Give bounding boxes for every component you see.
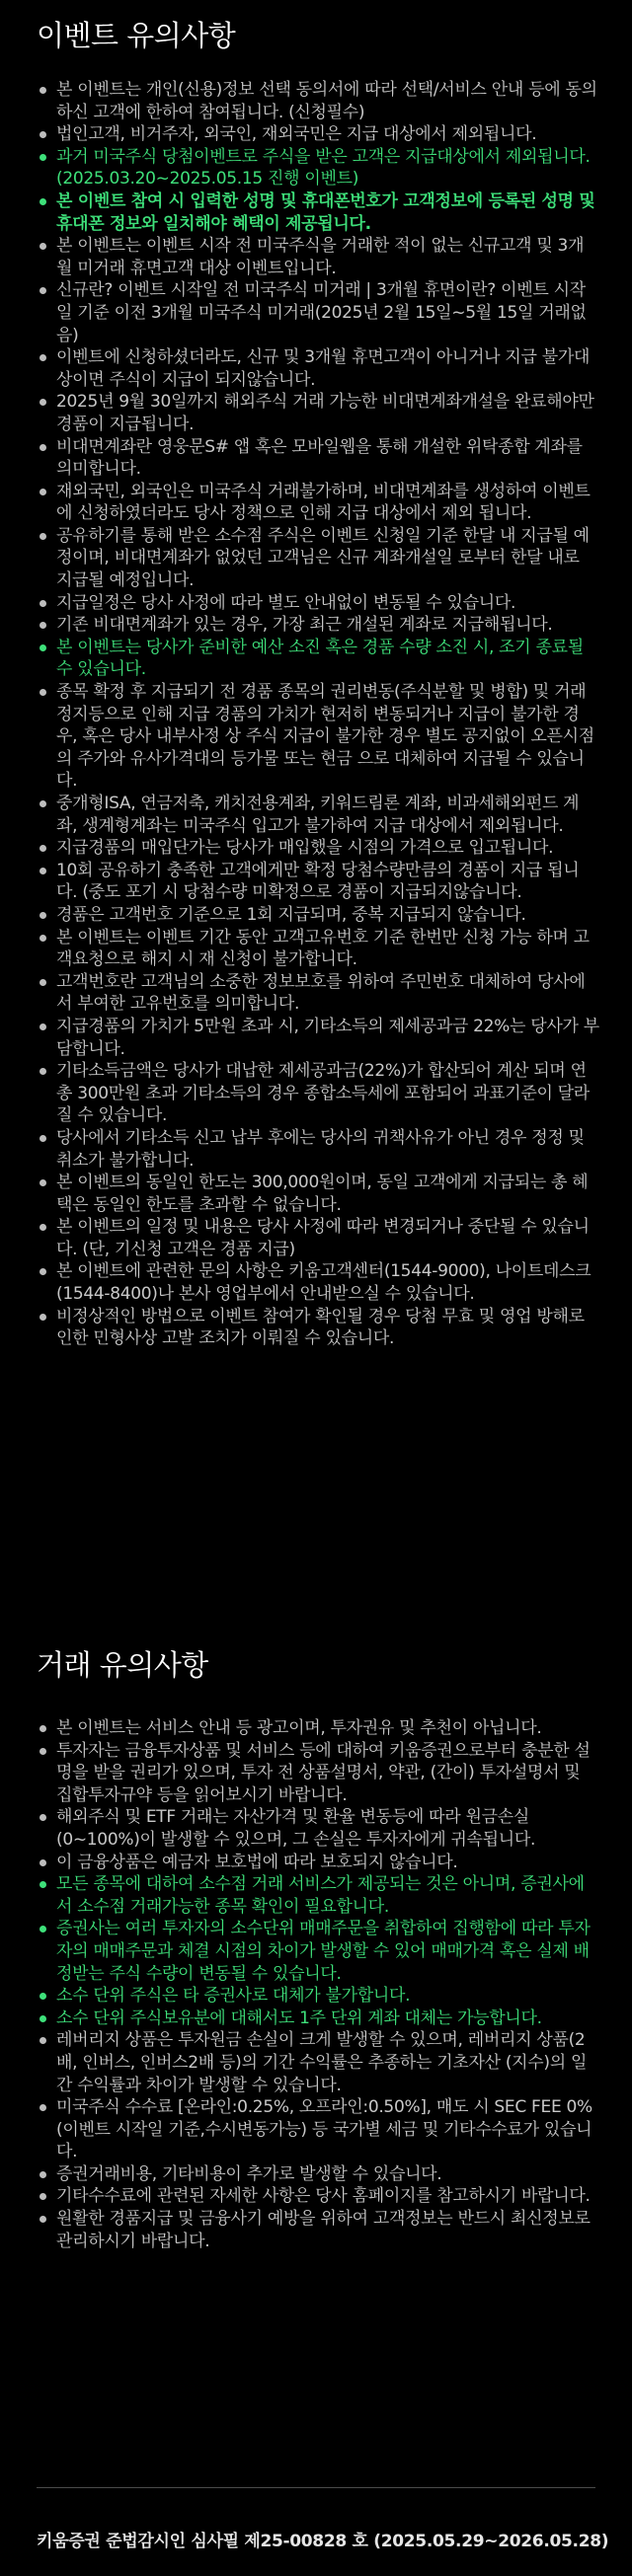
notice-item: 미국주식 수수료 [온라인:0.25%, 오프라인:0.50%], 매도 시 SEC FEE 0% (이벤트 시작일 기준,수시변동가능) 등 국가별 세금 및 기타수수료가 있습니다. [37, 2096, 599, 2163]
notice-item: 본 이벤트 참여 시 입력한 성명 및 휴대폰번호가 고객정보에 등록된 성명 및 휴대폰 정보와 일치해야 혜택이 제공됩니다. [37, 190, 599, 235]
notice-item: 증권거래비용, 기타비용이 추가로 발생할 수 있습니다. [37, 2163, 599, 2186]
notice-item: 본 이벤트는 이벤트 기간 동안 고객고유번호 기준 한번만 신청 가능 하며 고객요청으로 해지 시 재 신청이 불가합니다. [37, 927, 599, 971]
notice-item: 당사에서 기타소득 신고 납부 후에는 당사의 귀책사유가 아닌 경우 정정 및 취소가 불가합니다. [37, 1127, 599, 1172]
notice-item: 10회 공유하기 충족한 고객에게만 확정 당첨수량만큼의 경품이 지급 됩니다. (중도 포기 시 당첨수량 미확정으로 경품이 지급되지않습니다. [37, 860, 599, 904]
trade-notice-heading: 거래 유의사항 [37, 1648, 208, 1682]
notice-item: 비정상적인 방법으로 이벤트 참여가 확인될 경우 당첨 무효 및 영업 방해로 인한 민형사상 고발 조치가 이뤄질 수 있습니다. [37, 1306, 599, 1350]
notice-item: 지급경품의 가치가 5만원 초과 시, 기타소득의 제세공과금 22%는 당사가 부담합니다. [37, 1016, 599, 1060]
notice-item: 고객번호란 고객님의 소중한 정보보호를 위하여 주민번호 대체하여 당사에서 부여한 고유번호를 의미합니다. [37, 971, 599, 1016]
notice-item: 기타소득금액은 당사가 대납한 제세공과금(22%)가 합산되어 계산 되며 연 총 300만원 초과 기타소득의 경우 종합소득세에 포함되어 과표기준이 달라질 수 있습니다. [37, 1060, 599, 1127]
notice-item: 지급일정은 당사 사정에 따라 별도 안내없이 변동될 수 있습니다. [37, 592, 599, 615]
notice-item: 기타수수료에 관련된 자세한 사항은 당사 홈페이지를 참고하시기 바랍니다. [37, 2185, 599, 2208]
notice-item: 소수 단위 주식보유분에 대해서도 1주 단위 계좌 대체는 가능합니다. [37, 2008, 599, 2030]
notice-item: 비대면계좌란 영웅문S# 앱 혹은 모바일웹을 통해 개설한 위탁종합 계좌를 의미합니다. [37, 436, 599, 481]
notice-item: 본 이벤트는 개인(신용)정보 선택 동의서에 따라 선택/서비스 안내 등에 동의하신 고객에 한하여 참여됩니다. (신청필수) [37, 79, 599, 123]
notice-item: 본 이벤트는 이벤트 시작 전 미국주식을 거래한 적이 없는 신규고객 및 3개월 미거래 휴면고객 대상 이벤트입니다. [37, 235, 599, 279]
notice-item: 본 이벤트의 동일인 한도는 300,000원이며, 동일 고객에게 지급되는 총 혜택은 동일인 한도를 초과할 수 없습니다. [37, 1172, 599, 1216]
notice-item: 경품은 고객번호 기준으로 1회 지급되며, 중복 지급되지 않습니다. [37, 904, 599, 927]
notice-item: 과거 미국주식 당첨이벤트로 주식을 받은 고객은 지급대상에서 제외됩니다. (2025.03.20~2025.05.15 진행 이벤트) [37, 146, 599, 190]
notice-item: 법인고객, 비거주자, 외국인, 재외국민은 지급 대상에서 제외됩니다. [37, 123, 599, 146]
footer-divider [37, 2487, 595, 2488]
notice-item: 중개형ISA, 연금저축, 캐치전용계좌, 키워드림론 계좌, 비과세해외펀드 계좌, 생계형계좌는 미국주식 입고가 불가하여 지급 대상에서 제외됩니다. [37, 793, 599, 837]
notice-item: 종목 확정 후 지급되기 전 경품 종목의 권리변동(주식분할 및 병합) 및 거래정지등으로 인해 지급 경품의 가치가 현저히 변동되거나 지급이 불가한 경우, 혹은 당사 내부사정 상 주식 지급이 불가한 경우 별도 공지없이 오픈시점의 주가와 유사가격대의 등가물 또는 현금 으로 대체하여 지급될 수 있습니다. [37, 681, 599, 793]
notice-item: 공유하기를 통해 받은 소수점 주식은 이벤트 신청일 기준 한달 내 지급될 예정이며, 비대면계좌가 없었던 고객님은 신규 계좌개설일 로부터 한달 내로 지급될 예정입니다. [37, 525, 599, 592]
notice-item: 소수 단위 주식은 타 증권사로 대체가 불가합니다. [37, 1985, 599, 2008]
notice-item: 레버리지 상품은 투자원금 손실이 크게 발생할 수 있으며, 레버리지 상품(2배, 인버스, 인버스2배 등)의 기간 수익률은 추종하는 기초자산 (지수)의 일간 수익률과 차이가 발생할 수 있습니다. [37, 2029, 599, 2096]
notice-item: 2025년 9월 30일까지 해외주식 거래 가능한 비대면계좌개설을 완료해야만 경품이 지급됩니다. [37, 391, 599, 435]
notice-item: 지급경품의 매입단가는 당사가 매입했을 시점의 가격으로 입고됩니다. [37, 837, 599, 860]
notice-item: 투자자는 금융투자상품 및 서비스 등에 대하여 키움증권으로부터 충분한 설명을 받을 권리가 있으며, 투자 전 상품설명서, 약관, (간이) 투자설명서 및 집합투자규약 등을 읽어보시기 바랍니다. [37, 1740, 599, 1807]
notice-item: 본 이벤트의 일정 및 내용은 당사 사정에 따라 변경되거나 중단될 수 있습니다. (단, 기신청 고객은 경품 지급) [37, 1216, 599, 1260]
notice-item: 해외주식 및 ETF 거래는 자산가격 및 환율 변동등에 따라 원금손실 (0~100%)이 발생할 수 있으며, 그 손실은 투자자에게 귀속됩니다. [37, 1806, 599, 1851]
event-notice-list [37, 79, 599, 1350]
notice-item: 이 금융상품은 예금자 보호법에 따라 보호되지 않습니다. [37, 1852, 599, 1874]
notice-item: 모든 종목에 대하여 소수점 거래 서비스가 제공되는 것은 아니며, 증권사에서 소수점 거래가능한 종목 확인이 필요합니다. [37, 1873, 599, 1918]
notice-item: 본 이벤트는 당사가 준비한 예산 소진 혹은 경품 수량 소진 시, 조기 종료될 수 있습니다. [37, 637, 599, 681]
event-notice-heading: 이벤트 유의사항 [37, 19, 236, 52]
notice-item: 신규란? 이벤트 시작일 전 미국주식 미거래 | 3개월 휴면이란? 이벤트 시작일 기준 이전 3개월 미국주식 미거래(2025년 2월 15일~5월 15일 거래없음) [37, 279, 599, 346]
notice-item: 재외국민, 외국인은 미국주식 거래불가하며, 비대면계좌를 생성하여 이벤트에 신청하였더라도 당사 정책으로 인해 지급 대상에서 제외 됩니다. [37, 481, 599, 525]
notice-item: 기존 비대면계좌가 있는 경우, 가장 최근 개설된 계좌로 지급해됩니다. [37, 614, 599, 637]
notice-item: 본 이벤트에 관련한 문의 사항은 키움고객센터(1544-9000), 나이트데스크(1544-8400)나 본사 영업부에서 안내받으실 수 있습니다. [37, 1260, 599, 1305]
notice-item: 본 이벤트는 서비스 안내 등 광고이며, 투자권유 및 추천이 아닙니다. [37, 1717, 599, 1740]
compliance-approval-text: 키움증권 준법감시인 심사필 제25-00828 호 (2025.05.29~2026.05.28) [37, 2532, 609, 2551]
notice-item: 원활한 경품지급 및 금융사기 예방을 위하여 고객정보는 반드시 최신정보로 관리하시기 바랍니다. [37, 2208, 599, 2252]
notice-item: 이벤트에 신청하셨더라도, 신규 및 3개월 휴면고객이 아니거나 지급 불가대상이면 주식이 지급이 되지않습니다. [37, 346, 599, 391]
notice-item: 증권사는 여러 투자자의 소수단위 매매주문을 취합하여 집행함에 따라 투자자의 매매주문과 체결 시점의 차이가 발생할 수 있어 매매가격 혹은 실제 배정받는 주식 수량이 변동될 수 있습니다. [37, 1918, 599, 1985]
trade-notice-list [37, 1717, 599, 2252]
